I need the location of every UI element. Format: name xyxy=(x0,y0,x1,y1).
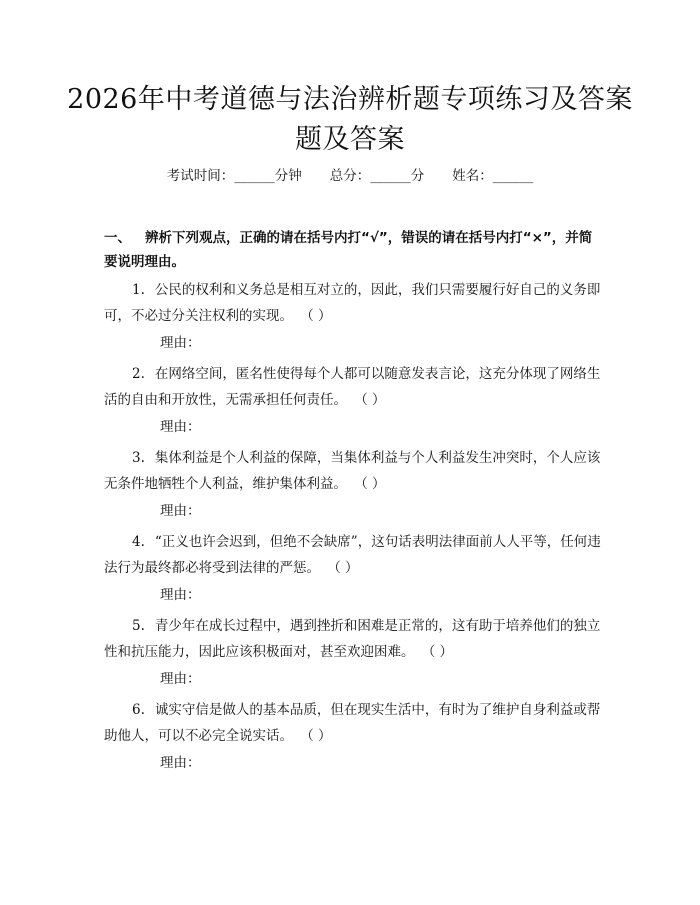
exam-meta xyxy=(0,166,700,186)
reason-label: 理由： xyxy=(160,503,201,519)
question-text: 诚实守信是做人的基本品质，但在现实生活中，有时为了维护自身利益或帮助他人，可以不必完全说实话。 xyxy=(104,702,601,744)
question-text: 青少年在成长过程中，遇到挫折和困难是正常的，这有助于培养他们的独立性和抗压能力，因此应该积极面对，甚至欢迎困难。 xyxy=(104,618,601,660)
reason-label: 理由： xyxy=(160,587,201,603)
answer-bracket: （ ） xyxy=(361,476,386,492)
question-text: “正义也许会迟到，但绝不会缺席”，这句话表明法律面前人人平等，任何违法行为最终都必将受到法律的严惩。 xyxy=(104,534,601,576)
answer-bracket: （ ） xyxy=(334,560,359,576)
question-text: 在网络空间，匿名性使得每个人都可以随意发表言论，这充分体现了网络生活的自由和开放性，无需承担任何责任。 xyxy=(104,366,601,408)
question-number: 3. xyxy=(132,450,145,466)
reason-label: 理由： xyxy=(160,755,201,771)
section-number: 一、 xyxy=(104,230,131,246)
question-1 xyxy=(104,277,602,329)
question-number: 5. xyxy=(132,618,145,634)
total-score-label: 总分：______分 xyxy=(329,168,425,184)
answer-bracket: （ ） xyxy=(428,644,454,660)
question-2 xyxy=(104,361,602,413)
exam-time-label: 考试时间：______分钟 xyxy=(166,168,302,184)
question-number: 1. xyxy=(132,282,145,298)
page-title: 2026年中考道德与法治辨析题专项练习及答案题及答案 xyxy=(67,84,633,155)
question-6 xyxy=(104,697,602,749)
question-4 xyxy=(104,529,602,581)
answer-bracket: （ ） xyxy=(307,728,332,744)
question-number: 6. xyxy=(132,702,145,718)
question-text: 公民的权利和义务总是相互对立的，因此，我们只需要履行好自己的义务即可，不必过分关注权利的实现。 xyxy=(104,282,601,324)
answer-bracket: （ ） xyxy=(361,392,386,408)
reason-label: 理由： xyxy=(160,335,201,351)
reason-label: 理由： xyxy=(160,419,201,435)
answer-bracket: （ ） xyxy=(307,308,332,324)
reason-label: 理由： xyxy=(160,671,201,687)
section-heading xyxy=(104,226,604,274)
question-number: 4. xyxy=(132,534,145,550)
question-3 xyxy=(104,445,602,497)
student-name-label: 姓名：______ xyxy=(452,168,534,184)
question-5 xyxy=(104,613,602,665)
section-instruction: 辨析下列观点，正确的请在括号内打“√”，错误的请在括号内打“×”，并简要说明理由。 xyxy=(104,230,593,270)
question-text: 集体利益是个人利益的保障，当集体利益与个人利益发生冲突时，个人应该无条件地牺牲个人利益，维护集体利益。 xyxy=(104,450,601,492)
question-number: 2. xyxy=(132,366,145,382)
